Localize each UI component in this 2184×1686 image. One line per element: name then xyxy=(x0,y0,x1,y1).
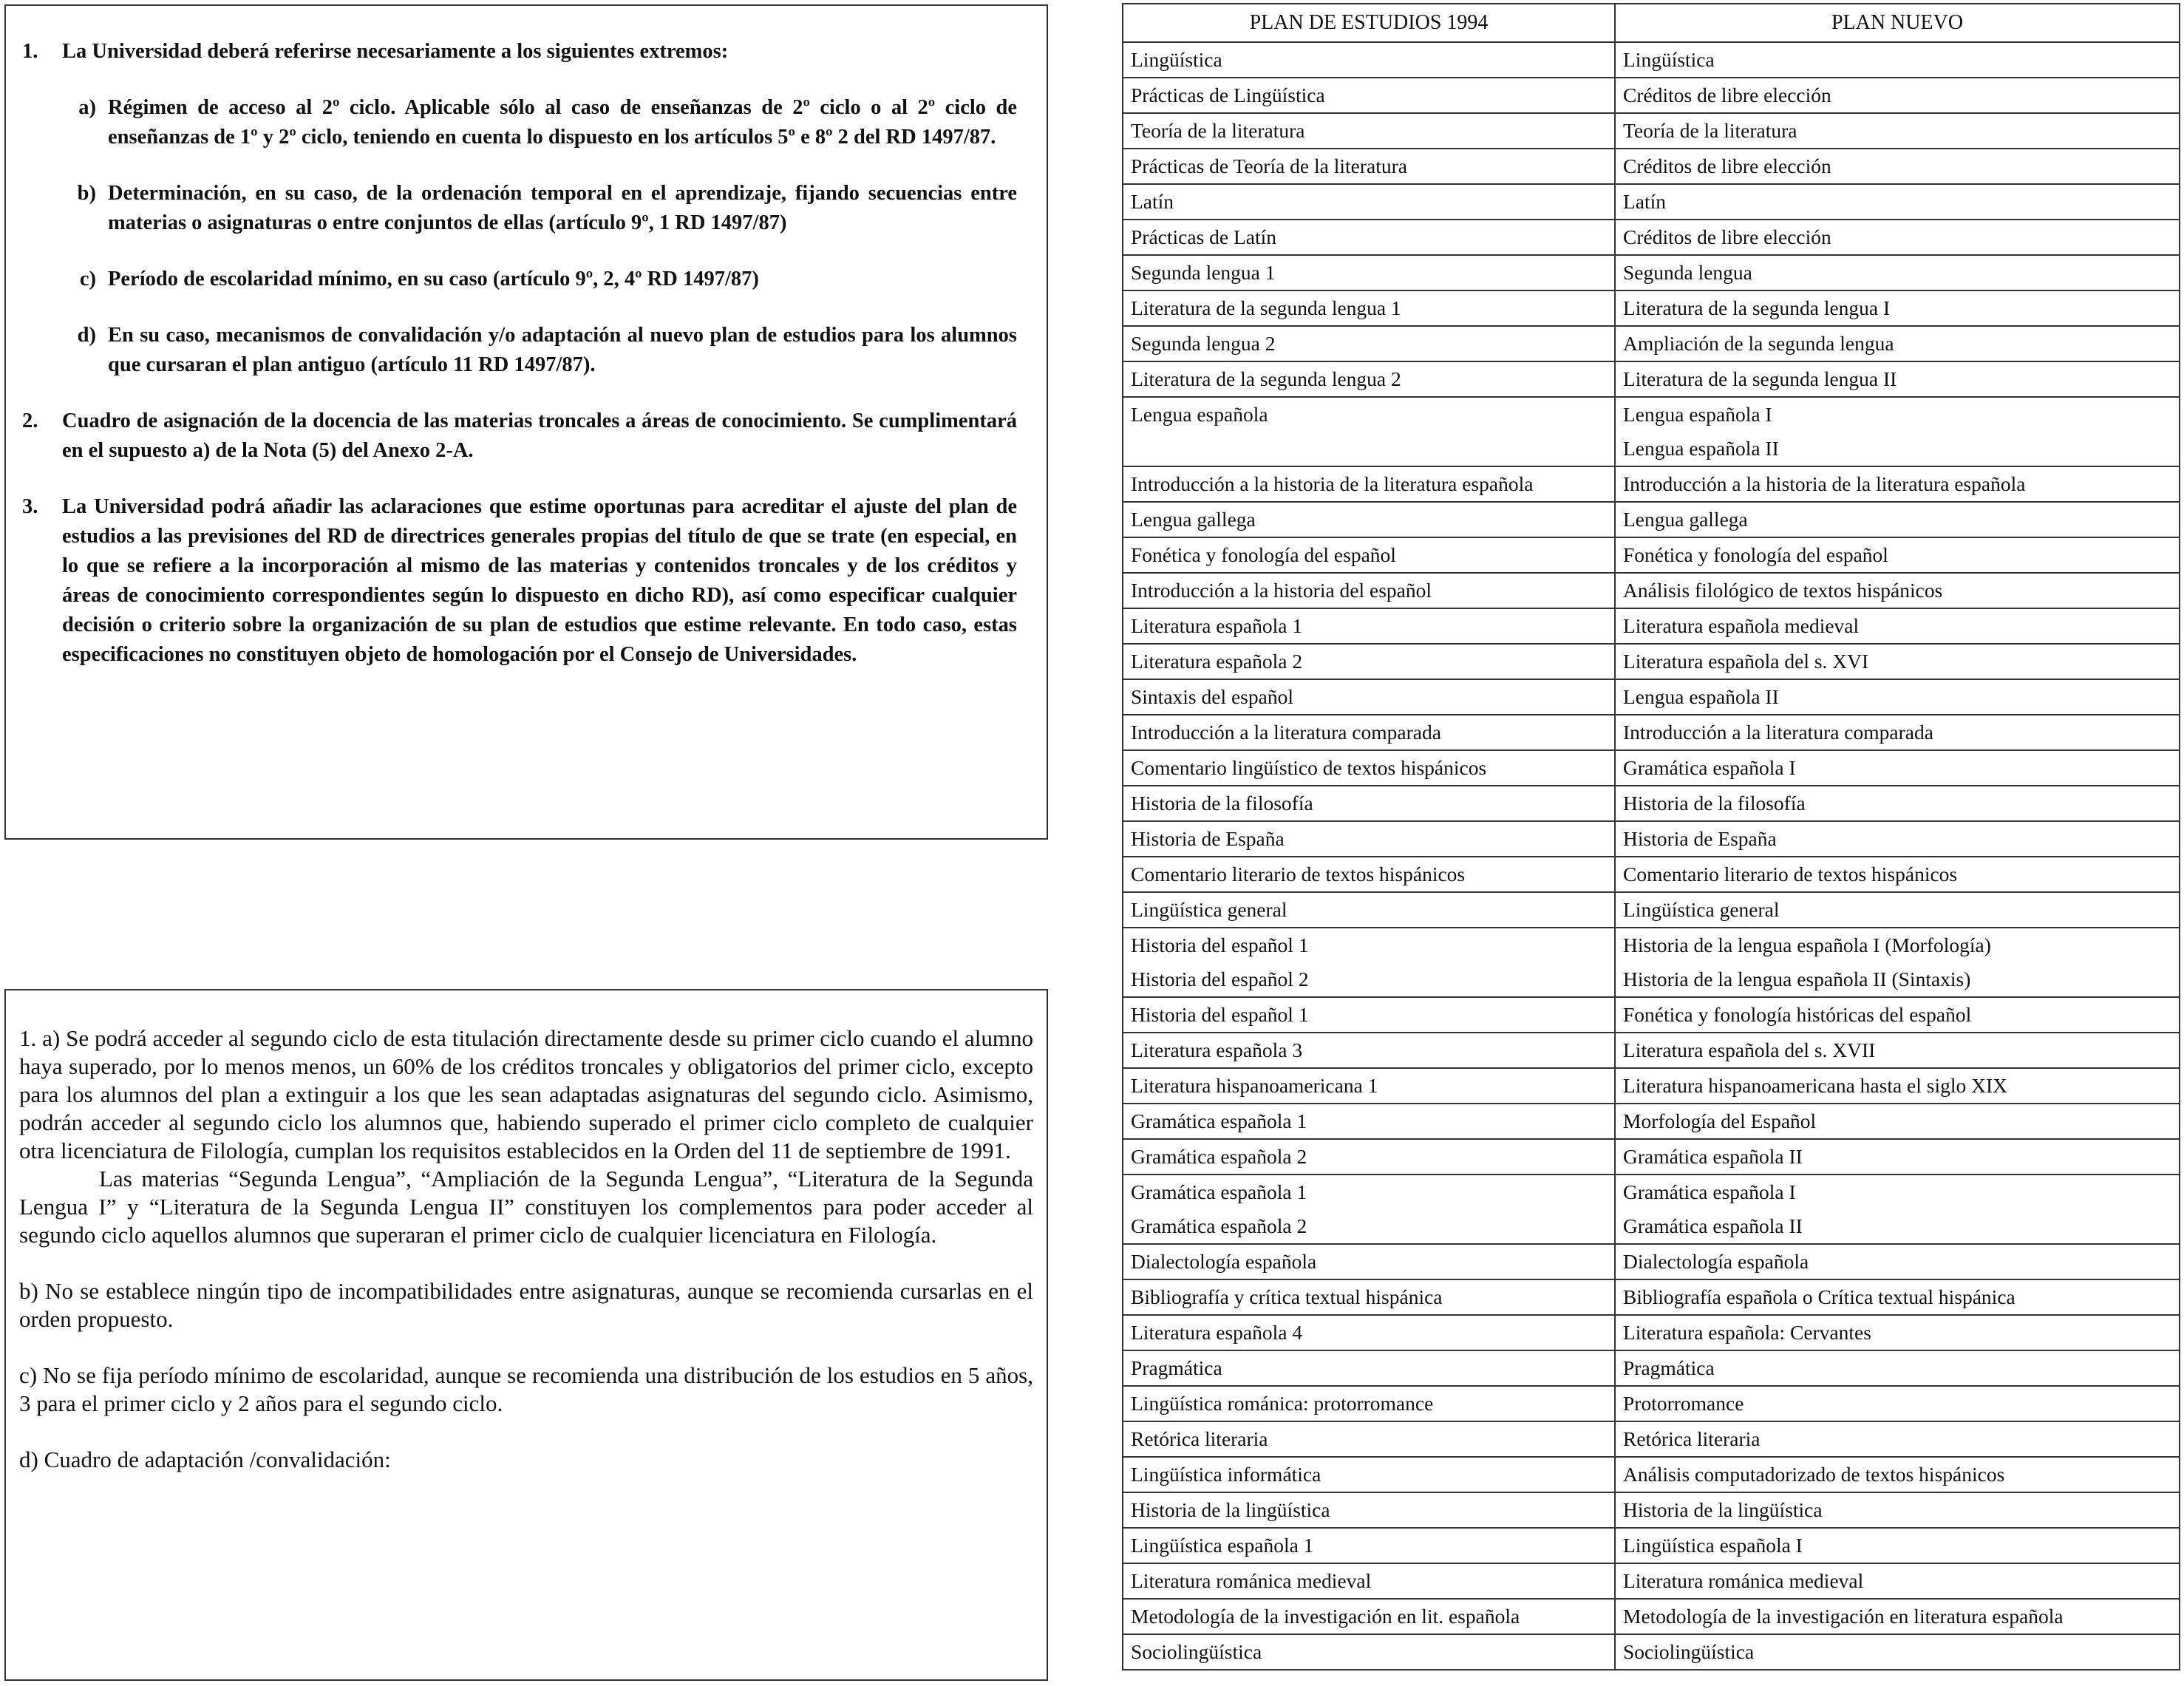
cell-line: Introducción a la historia de la literatura española xyxy=(1131,472,1534,495)
table-row xyxy=(1123,786,2180,821)
cell-line: Prácticas de Latín xyxy=(1131,225,1276,248)
cell-old-plan xyxy=(1123,821,1615,857)
table-row xyxy=(1123,1457,2180,1492)
note-adaptation-heading: d) Cuadro de adaptación /convalidación: xyxy=(19,1447,391,1472)
cell-line: Historia del español 1 xyxy=(1131,934,1309,956)
cell-line: Prácticas de Teoría de la literatura xyxy=(1131,154,1407,177)
cell-old-plan xyxy=(1123,42,1615,78)
cell-line: Gramática española 2 xyxy=(1131,1214,1307,1237)
cell-new-plan xyxy=(1615,326,2180,361)
cell-line: Lengua española I xyxy=(1623,403,1772,426)
instruction-item xyxy=(22,407,1017,466)
cell-old-plan xyxy=(1123,1104,1615,1139)
cell-line: Lingüística xyxy=(1623,48,1715,71)
table-row xyxy=(1123,1492,2180,1528)
cell-new-plan xyxy=(1615,149,2180,184)
cell-line: Historia de la lengua española I (Morfología) xyxy=(1623,934,1991,956)
cell-line: Gramática española II xyxy=(1623,1214,1803,1237)
cell-line: Historia de la lingüística xyxy=(1623,1498,1823,1521)
instruction-item xyxy=(22,492,1017,670)
cell-line: Comentario literario de textos hispánicos xyxy=(1623,863,1958,886)
table-row xyxy=(1123,1563,2180,1599)
instruction-text: La Universidad podrá añadir las aclaraciones que estime oportunas para acreditar el ajuste del plan de estudios a las previsiones del RD de directrices generales propias del título de que se trate (en especial, en lo que se refiere a la incorporación al mismo de las materias y contenidos troncales y de los créditos y áreas de conocimiento correspondientes según lo dispuesto en dicho RD), así como especificar cualquier decisión o criterio sobre la organización de su plan de estudios que estime relevante. En todo caso, estas especificaciones no constituyen objeto de homologación por el Consejo de Universidades. xyxy=(62,495,1017,666)
cell-old-plan xyxy=(1123,1315,1615,1350)
table-row xyxy=(1123,1244,2180,1279)
cell-line: Literatura de la segunda lengua 2 xyxy=(1131,367,1401,390)
cell-old-plan xyxy=(1123,1492,1615,1528)
cell-line: Lengua española II xyxy=(1623,437,1779,460)
cell-old-plan xyxy=(1123,1033,1615,1068)
cell-line: Teoría de la literatura xyxy=(1131,119,1305,142)
cell-line: Pragmática xyxy=(1623,1356,1715,1379)
cell-new-plan xyxy=(1615,608,2180,644)
cell-line: Literatura española del s. XVI xyxy=(1623,650,1869,673)
adaptation-table xyxy=(1122,3,2180,1670)
cell-new-plan xyxy=(1615,679,2180,715)
cell-old-plan xyxy=(1123,113,1615,149)
cell-new-plan xyxy=(1615,786,2180,821)
cell-line: Comentario lingüístico de textos hispánicos xyxy=(1131,756,1487,779)
cell-new-plan xyxy=(1615,1279,2180,1315)
cell-line: Literatura española medieval xyxy=(1623,614,1860,637)
cell-new-plan xyxy=(1615,644,2180,679)
cell-old-plan xyxy=(1123,361,1615,397)
cell-old-plan xyxy=(1123,149,1615,184)
table-row xyxy=(1123,326,2180,361)
cell-new-plan xyxy=(1615,1350,2180,1386)
cell-line: Créditos de libre elección xyxy=(1623,154,1831,177)
cell-old-plan xyxy=(1123,1068,1615,1104)
cell-line: Créditos de libre elección xyxy=(1623,225,1831,248)
cell-new-plan xyxy=(1615,1492,2180,1528)
cell-old-plan xyxy=(1123,1457,1615,1492)
cell-new-plan xyxy=(1615,220,2180,255)
table-row xyxy=(1123,290,2180,326)
cell-new-plan xyxy=(1615,113,2180,149)
notes-content xyxy=(6,990,1047,1474)
cell-old-plan xyxy=(1123,1634,1615,1670)
cell-line: Sociolingüística xyxy=(1131,1640,1262,1663)
cell-new-plan xyxy=(1615,184,2180,220)
cell-line: Fonética y fonología del español xyxy=(1623,543,1888,566)
table-row xyxy=(1123,608,2180,644)
table-row xyxy=(1123,1528,2180,1563)
table-row xyxy=(1123,1386,2180,1421)
table-row xyxy=(1123,184,2180,220)
table-row xyxy=(1123,750,2180,786)
table-row xyxy=(1123,42,2180,78)
cell-line: Metodología de la investigación en lit. española xyxy=(1131,1605,1520,1628)
table-row xyxy=(1123,1175,2180,1244)
cell-old-plan xyxy=(1123,1386,1615,1421)
instruction-number: 3. xyxy=(22,495,38,518)
cell-old-plan xyxy=(1123,573,1615,608)
cell-line: Gramática española I xyxy=(1623,756,1796,779)
instruction-item xyxy=(22,37,1017,380)
cell-new-plan xyxy=(1615,361,2180,397)
cell-line: Teoría de la literatura xyxy=(1623,119,1797,142)
subitem-text: Régimen de acceso al 2º ciclo. Aplicable sólo al caso de enseñanzas de 2º ciclo o al 2º ciclo de enseñanzas de 1º y 2º ciclo, teniendo en cuenta lo dispuesto en los artículos 5º e 8º 2 del RD 1497/87. xyxy=(108,96,1017,149)
subitem-letter: c) xyxy=(79,268,96,290)
table-row xyxy=(1123,573,2180,608)
table-row xyxy=(1123,466,2180,502)
cell-old-plan xyxy=(1123,397,1615,466)
cell-line: Literatura española del s. XVII xyxy=(1623,1039,1876,1061)
cell-line: Lingüística xyxy=(1131,48,1222,71)
cell-line: Comentario literario de textos hispánicos xyxy=(1131,863,1466,886)
cell-line: Ampliación de la segunda lengua xyxy=(1623,332,1894,355)
table-header-row xyxy=(1123,4,2180,42)
cell-old-plan xyxy=(1123,679,1615,715)
cell-line: Metodología de la investigación en literatura española xyxy=(1623,1605,2064,1628)
cell-line: Historia de España xyxy=(1623,827,1777,850)
cell-new-plan xyxy=(1615,821,2180,857)
cell-line: Literatura española 1 xyxy=(1131,614,1303,637)
cell-old-plan xyxy=(1123,1244,1615,1279)
cell-line: Literatura hispanoamericana hasta el siglo XIX xyxy=(1623,1074,2008,1097)
cell-line: Retórica literaria xyxy=(1623,1427,1761,1450)
cell-old-plan xyxy=(1123,502,1615,537)
cell-new-plan xyxy=(1615,1175,2180,1244)
cell-old-plan xyxy=(1123,1175,1615,1244)
table-body xyxy=(1123,42,2180,1670)
cell-old-plan xyxy=(1123,184,1615,220)
cell-new-plan xyxy=(1615,1244,2180,1279)
cell-old-plan xyxy=(1123,466,1615,502)
cell-new-plan xyxy=(1615,1068,2180,1104)
cell-new-plan xyxy=(1615,1599,2180,1634)
table-row xyxy=(1123,537,2180,573)
table-row xyxy=(1123,715,2180,750)
cell-line: Análisis filológico de textos hispánicos xyxy=(1623,579,1943,602)
cell-line: Literatura de la segunda lengua II xyxy=(1623,367,1897,390)
cell-line: Lingüística general xyxy=(1131,898,1287,921)
cell-new-plan xyxy=(1615,997,2180,1033)
cell-new-plan xyxy=(1615,1634,2180,1670)
cell-old-plan xyxy=(1123,1599,1615,1634)
table-row xyxy=(1123,857,2180,892)
cell-new-plan xyxy=(1615,537,2180,573)
cell-line: Lengua española xyxy=(1131,403,1268,426)
cell-line: Lengua gallega xyxy=(1131,508,1256,531)
instruction-text: La Universidad deberá referirse necesariamente a los siguientes extremos: xyxy=(62,40,729,63)
cell-old-plan xyxy=(1123,1139,1615,1175)
cell-line: Historia de la lingüística xyxy=(1131,1498,1330,1521)
cell-line: Gramática española II xyxy=(1623,1145,1803,1168)
cell-new-plan xyxy=(1615,750,2180,786)
cell-line: Introducción a la literatura comparada xyxy=(1623,721,1933,744)
table-row xyxy=(1123,679,2180,715)
table-row xyxy=(1123,997,2180,1033)
cell-line: Prácticas de Lingüística xyxy=(1131,84,1325,106)
cell-line: Historia de España xyxy=(1131,827,1285,850)
instruction-number: 1. xyxy=(22,40,38,63)
table-row xyxy=(1123,220,2180,255)
cell-line: Morfología del Español xyxy=(1623,1109,1817,1132)
instruction-subitem xyxy=(62,265,1017,294)
instruction-subitem xyxy=(62,321,1017,380)
subitem-text: Determinación, en su caso, de la ordenación temporal en el aprendizaje, fijando secuencias entre materias o asignaturas o entre conjuntos de ellas (artículo 9º, 1 RD 1497/87) xyxy=(108,182,1017,234)
table-row xyxy=(1123,1279,2180,1315)
cell-new-plan xyxy=(1615,857,2180,892)
cell-new-plan xyxy=(1615,1104,2180,1139)
subitem-letter: b) xyxy=(77,182,96,205)
cell-line: Literatura románica medieval xyxy=(1131,1569,1372,1592)
cell-line: Sintaxis del español xyxy=(1131,685,1293,708)
cell-new-plan xyxy=(1615,42,2180,78)
table-row xyxy=(1123,892,2180,928)
cell-line: Segunda lengua 1 xyxy=(1131,261,1276,284)
cell-old-plan xyxy=(1123,1421,1615,1457)
cell-line: Introducción a la historia del español xyxy=(1131,579,1432,602)
note-complements-paragraph: Las materias “Segunda Lengua”, “Ampliación de la Segunda Lengua”, “Literatura de la Segunda Lengua I” y “Literatura de la Segunda Lengua II” constituyen los complementos para poder acceder al segundo ciclo aquellos alumnos que superaran el primer ciclo de cualquier licenciatura en Filología. xyxy=(19,1166,1033,1248)
cell-line: Pragmática xyxy=(1131,1356,1222,1379)
table-row xyxy=(1123,1315,2180,1350)
cell-new-plan xyxy=(1615,1528,2180,1563)
cell-line: Gramática española 2 xyxy=(1131,1145,1307,1168)
table-row xyxy=(1123,1104,2180,1139)
cell-old-plan xyxy=(1123,290,1615,326)
instruction-body xyxy=(62,407,1017,466)
cell-line: Gramática española I xyxy=(1623,1180,1796,1203)
cell-old-plan xyxy=(1123,928,1615,997)
cell-old-plan xyxy=(1123,78,1615,113)
instruction-subitem xyxy=(62,93,1017,152)
cell-new-plan xyxy=(1615,290,2180,326)
header-new-plan: PLAN NUEVO xyxy=(1615,4,2180,42)
cell-new-plan xyxy=(1615,928,2180,997)
cell-old-plan xyxy=(1123,715,1615,750)
cell-new-plan xyxy=(1615,1457,2180,1492)
subitem-letter: d) xyxy=(77,324,96,347)
cell-new-plan xyxy=(1615,1386,2180,1421)
table-row xyxy=(1123,149,2180,184)
subitem-letter: a) xyxy=(78,96,96,119)
header-old-plan: PLAN DE ESTUDIOS 1994 xyxy=(1123,4,1615,42)
cell-new-plan xyxy=(1615,1139,2180,1175)
subitem-text: Período de escolaridad mínimo, en su caso (artículo 9º, 2, 4º RD 1497/87) xyxy=(108,268,759,290)
cell-old-plan xyxy=(1123,644,1615,679)
cell-new-plan xyxy=(1615,1421,2180,1457)
cell-line: Créditos de libre elección xyxy=(1623,84,1831,106)
cell-line: Protorromance xyxy=(1623,1392,1744,1415)
cell-line: Segunda lengua 2 xyxy=(1131,332,1276,355)
table-row xyxy=(1123,1350,2180,1386)
table-row xyxy=(1123,1068,2180,1104)
cell-line: Lingüística española 1 xyxy=(1131,1534,1314,1557)
cell-new-plan xyxy=(1615,397,2180,466)
instruction-body xyxy=(62,37,1017,380)
cell-line: Historia de la lengua española II (Sintaxis) xyxy=(1623,968,1971,990)
cell-line: Literatura española 2 xyxy=(1131,650,1303,673)
cell-line: Historia de la filosofía xyxy=(1623,792,1806,815)
cell-new-plan xyxy=(1615,573,2180,608)
table-row xyxy=(1123,78,2180,113)
subitem-text: En su caso, mecanismos de convalidación y/o adaptación al nuevo plan de estudios para los alumnos que cursaran el plan antiguo (artículo 11 RD 1497/87). xyxy=(108,324,1017,376)
cell-old-plan xyxy=(1123,326,1615,361)
table-row xyxy=(1123,113,2180,149)
note-access-paragraph: 1. a) Se podrá acceder al segundo ciclo de esta titulación directamente desde su primer ciclo cuando el alumno haya superado, por lo menos menos, un 60% de los créditos troncales y obligatorios del primer ciclo, excepto para los alumnos del plan a extinguir a los que les sean adaptadas asignaturas del segundo ciclo. Asimismo, podrán acceder al segundo ciclo los alumnos que, habiendo superado el primer ciclo completo de cualquier otra licenciatura de Filología, cumplan los requisitos establecidos en la Orden del 11 de septiembre de 1991. xyxy=(19,1025,1033,1163)
instructions-box xyxy=(4,4,1048,840)
table-row xyxy=(1123,502,2180,537)
cell-line: Introducción a la literatura comparada xyxy=(1131,721,1441,744)
cell-old-plan xyxy=(1123,537,1615,573)
note-schooling-paragraph: c) No se fija período mínimo de escolaridad, aunque se recomienda una distribución de los estudios en 5 años, 3 para el primer ciclo y 2 años para el segundo ciclo. xyxy=(19,1362,1033,1416)
table-row xyxy=(1123,397,2180,466)
cell-line: Gramática española 1 xyxy=(1131,1109,1307,1132)
cell-line: Segunda lengua xyxy=(1623,261,1752,284)
cell-old-plan xyxy=(1123,892,1615,928)
cell-old-plan xyxy=(1123,1563,1615,1599)
instruction-text: Cuadro de asignación de la docencia de las materias troncales a áreas de conocimiento. Se cumplimentará en el supuesto a) de la Nota (5) del Anexo 2-A. xyxy=(62,409,1017,462)
cell-line: Lengua española II xyxy=(1623,685,1779,708)
cell-line: Literatura románica medieval xyxy=(1623,1569,1864,1592)
cell-new-plan xyxy=(1615,1563,2180,1599)
cell-old-plan xyxy=(1123,786,1615,821)
table-row xyxy=(1123,644,2180,679)
cell-line: Lengua gallega xyxy=(1623,508,1748,531)
cell-old-plan xyxy=(1123,750,1615,786)
cell-line: Lingüística románica: protorromance xyxy=(1131,1392,1434,1415)
table-row xyxy=(1123,821,2180,857)
cell-old-plan xyxy=(1123,1279,1615,1315)
instruction-number: 2. xyxy=(22,409,38,432)
notes-box xyxy=(4,989,1048,1681)
table-row xyxy=(1123,361,2180,397)
table-row xyxy=(1123,255,2180,290)
table-row xyxy=(1123,1634,2180,1670)
table-row xyxy=(1123,1033,2180,1068)
table-row xyxy=(1123,1139,2180,1175)
cell-line: Literatura española 4 xyxy=(1131,1321,1303,1344)
cell-new-plan xyxy=(1615,1033,2180,1068)
cell-old-plan xyxy=(1123,608,1615,644)
cell-line: Literatura de la segunda lengua 1 xyxy=(1131,296,1401,319)
cell-new-plan xyxy=(1615,892,2180,928)
cell-new-plan xyxy=(1615,502,2180,537)
cell-line: Latín xyxy=(1131,190,1174,213)
cell-line: Literatura de la segunda lengua I xyxy=(1623,296,1891,319)
table-row xyxy=(1123,928,2180,997)
cell-line: Introducción a la historia de la literatura española xyxy=(1623,472,2026,495)
cell-line: Fonética y fonología del español xyxy=(1131,543,1396,566)
instruction-subitem xyxy=(62,179,1017,238)
cell-line: Historia del español 2 xyxy=(1131,968,1309,990)
cell-line: Fonética y fonología históricas del español xyxy=(1623,1003,1972,1026)
cell-line: Latín xyxy=(1623,190,1667,213)
cell-line: Literatura hispanoamericana 1 xyxy=(1131,1074,1378,1097)
cell-line: Retórica literaria xyxy=(1131,1427,1268,1450)
cell-line: Lingüística informática xyxy=(1131,1463,1321,1486)
cell-line: Literatura española: Cervantes xyxy=(1623,1321,1871,1344)
cell-new-plan xyxy=(1615,78,2180,113)
cell-line: Lingüística general xyxy=(1623,898,1780,921)
cell-line: Dialectología española xyxy=(1131,1250,1317,1273)
cell-new-plan xyxy=(1615,255,2180,290)
cell-line: Dialectología española xyxy=(1623,1250,1809,1273)
cell-old-plan xyxy=(1123,1528,1615,1563)
cell-old-plan xyxy=(1123,997,1615,1033)
cell-old-plan xyxy=(1123,857,1615,892)
cell-line: Historia del español 1 xyxy=(1131,1003,1309,1026)
cell-line: Bibliografía y crítica textual hispánica xyxy=(1131,1285,1443,1308)
cell-new-plan xyxy=(1615,1315,2180,1350)
instruction-body xyxy=(62,492,1017,670)
cell-new-plan xyxy=(1615,715,2180,750)
cell-old-plan xyxy=(1123,1350,1615,1386)
cell-line: Sociolingüística xyxy=(1623,1640,1755,1663)
table-row xyxy=(1123,1421,2180,1457)
cell-new-plan xyxy=(1615,466,2180,502)
cell-old-plan xyxy=(1123,220,1615,255)
cell-line: Análisis computadorizado de textos hispánicos xyxy=(1623,1463,2005,1486)
cell-line: Lingüística española I xyxy=(1623,1534,1803,1557)
cell-line: Gramática española 1 xyxy=(1131,1180,1307,1203)
cell-line: Literatura española 3 xyxy=(1131,1039,1303,1061)
cell-old-plan xyxy=(1123,255,1615,290)
note-incompatibilities-paragraph: b) No se establece ningún tipo de incompatibilidades entre asignaturas, aunque se recomienda cursarlas en el orden propuesto. xyxy=(19,1278,1033,1332)
cell-line: Bibliografía española o Crítica textual hispánica xyxy=(1623,1285,2015,1308)
cell-line: Historia de la filosofía xyxy=(1131,792,1313,815)
instructions-list xyxy=(6,6,1047,670)
table-row xyxy=(1123,1599,2180,1634)
